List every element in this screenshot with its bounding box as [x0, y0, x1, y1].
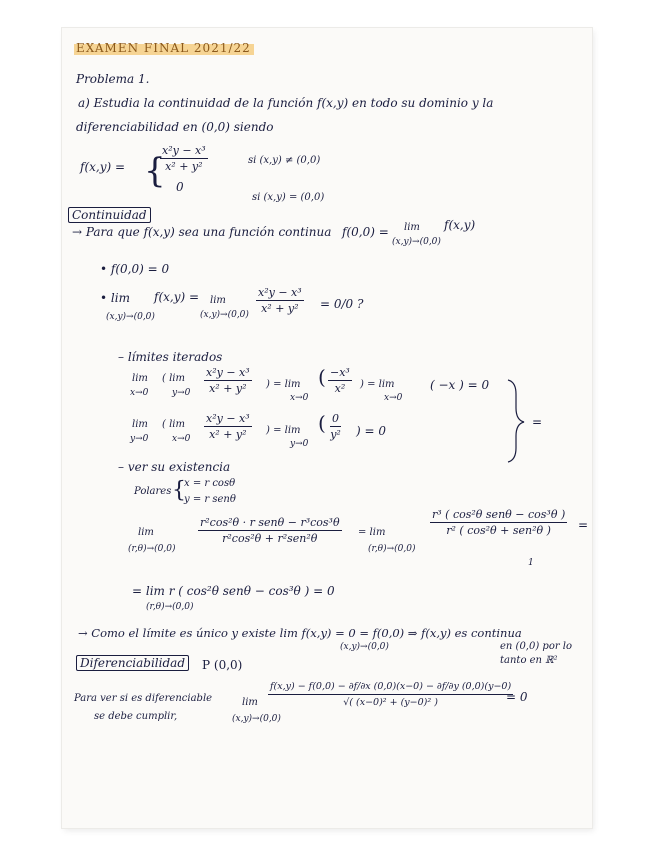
polar-num-2: r³ ( cos²θ senθ − cos³θ ): [432, 508, 566, 521]
iter1-den-2: x²: [334, 382, 346, 395]
definition-case2-cond: si (x,y) = (0,0): [252, 192, 325, 203]
polar-one: 1: [528, 558, 534, 568]
statement-line-2: diferenciabilidad en (0,0) siendo: [76, 120, 274, 134]
polar-result: = lim r ( cos²θ senθ − cos³θ ) = 0: [132, 584, 335, 598]
iter1-mid-sub: x→0: [290, 393, 309, 403]
problem-heading: Problema 1.: [76, 72, 150, 86]
polar-eq: = lim: [358, 527, 386, 538]
polar-x: x = r cosθ: [184, 478, 236, 489]
iter1-inner-sub: y→0: [172, 388, 191, 398]
iter2-num-2: 0: [332, 412, 339, 425]
continuity-bullet-1: • f(0,0) = 0: [100, 262, 170, 276]
polar-sub: (r,θ)→(0,0): [128, 544, 176, 554]
statement-line-1: a) Estudia la continuidad de la función f(x,y) en todo su dominio y la: [78, 96, 494, 110]
conclusion-sub: (x,y)→(0,0): [340, 642, 389, 652]
iterated-heading: – límites iterados: [118, 350, 223, 364]
polar-fraction-2: [430, 508, 567, 537]
iter1-final: ( −x ) = 0: [430, 378, 490, 392]
iter1-end-sub: x→0: [384, 393, 403, 403]
iter1-num: x²y − x³: [206, 366, 250, 379]
differentiability-lim-sub: (x,y)→(0,0): [232, 714, 281, 724]
iter2-final: ) = 0: [356, 424, 386, 438]
definition-case1-num: x²y − x³: [162, 144, 206, 157]
continuity-intro-c: f(x,y): [444, 218, 476, 232]
differentiability-lim: lim: [242, 697, 258, 708]
polar-lim: lim: [138, 527, 154, 538]
iter2-inner-sub: x→0: [172, 434, 191, 444]
continuity-bullet-2-num: x²y − x³: [258, 286, 302, 299]
continuity-bullet-2-lim: • lim: [100, 291, 130, 305]
iter1-left: lim: [132, 373, 148, 384]
polar-label: Polares: [134, 486, 172, 497]
iter1-num-2: −x³: [330, 366, 350, 379]
differentiability-point: P (0,0): [202, 658, 243, 672]
notebook-page: [62, 28, 592, 828]
iter1-mid: ) = lim: [266, 379, 301, 390]
continuity-bullet-2-sub: (x,y)→(0,0): [106, 312, 155, 322]
continuity-bullet-2-lim2: lim: [210, 295, 226, 306]
differentiability-num: f(x,y) − f(0,0) − ∂f/∂x (0,0)(x−0) − ∂f/∂y (0,0)(y−0): [268, 680, 513, 695]
definition-brace: {: [144, 151, 166, 191]
polar-sub-2: (r,θ)→(0,0): [368, 544, 416, 554]
brace-equal: =: [532, 415, 543, 429]
continuity-heading: Continuidad: [68, 207, 151, 223]
iter1-inner: ( lim: [162, 373, 185, 384]
continuity-intro: → Para que f(x,y) sea una función continua: [72, 225, 332, 239]
polar-num: r²cos²θ · r senθ − r³cos³θ: [200, 516, 340, 529]
continuity-intro-lim: lim: [404, 222, 420, 233]
polar-y: y = r senθ: [184, 494, 236, 505]
iter2-den: x² + y²: [209, 428, 247, 441]
continuity-bullet-2-sub2: (x,y)→(0,0): [200, 310, 249, 320]
iter1-paren: (: [318, 365, 326, 389]
iter2-paren: (: [318, 411, 326, 435]
continuity-intro-b: f(0,0) =: [342, 225, 389, 239]
iter1-end: ) = lim: [360, 379, 395, 390]
differentiability-result: = 0: [506, 690, 528, 704]
iter2-inner: ( lim: [162, 419, 185, 430]
iter2-mid-sub: y→0: [290, 439, 309, 449]
conclusion-c: tanto en ℝ²: [500, 655, 558, 666]
polar-brace: {: [172, 478, 186, 503]
polar-result-sub: (r,θ)→(0,0): [146, 602, 194, 612]
polar-tail: =: [578, 518, 589, 532]
exam-title: EXAMEN FINAL 2021/22: [76, 41, 251, 55]
polar-den: r²cos²θ + r²sen²θ: [222, 532, 318, 545]
iter2-mid: ) = lim: [266, 425, 301, 436]
polar-fraction: [198, 516, 342, 545]
differentiability-den: √( (x−0)² + (y−0)² ): [343, 697, 438, 708]
definition-case1-den: x² + y²: [165, 160, 203, 173]
iter2-left-sub: y→0: [130, 434, 149, 444]
iter2-left: lim: [132, 419, 148, 430]
polar-den-2: r² ( cos²θ + sen²θ ): [446, 524, 551, 537]
conclusion-line: → Como el límite es único y existe lim f(x,y) = 0 = f(0,0) ⇒ f(x,y) es continua: [78, 626, 522, 640]
iter2-den-2: y²: [330, 428, 341, 441]
definition-case1-cond: si (x,y) ≠ (0,0): [248, 155, 321, 166]
differentiability-text-2: se debe cumplir,: [94, 711, 178, 722]
continuity-bullet-2-den: x² + y²: [261, 302, 299, 315]
continuity-bullet-2-f: f(x,y) =: [154, 290, 200, 304]
differentiability-fraction: [268, 680, 513, 709]
continuity-bullet-2-res: = 0/0 ?: [320, 297, 364, 311]
differentiability-heading: Diferenciabilidad: [76, 655, 189, 671]
continuity-intro-sub: (x,y)→(0,0): [392, 237, 441, 247]
iter1-left-sub: x→0: [130, 388, 149, 398]
conclusion-b: en (0,0) por lo: [500, 641, 573, 652]
existence-heading: – ver su existencia: [118, 460, 231, 474]
definition-lhs: f(x,y) =: [80, 160, 126, 174]
differentiability-text-1: Para ver si es diferenciable: [74, 693, 213, 704]
iter2-num: x²y − x³: [206, 412, 250, 425]
definition-case2-val: 0: [176, 180, 184, 194]
iter1-den: x² + y²: [209, 382, 247, 395]
